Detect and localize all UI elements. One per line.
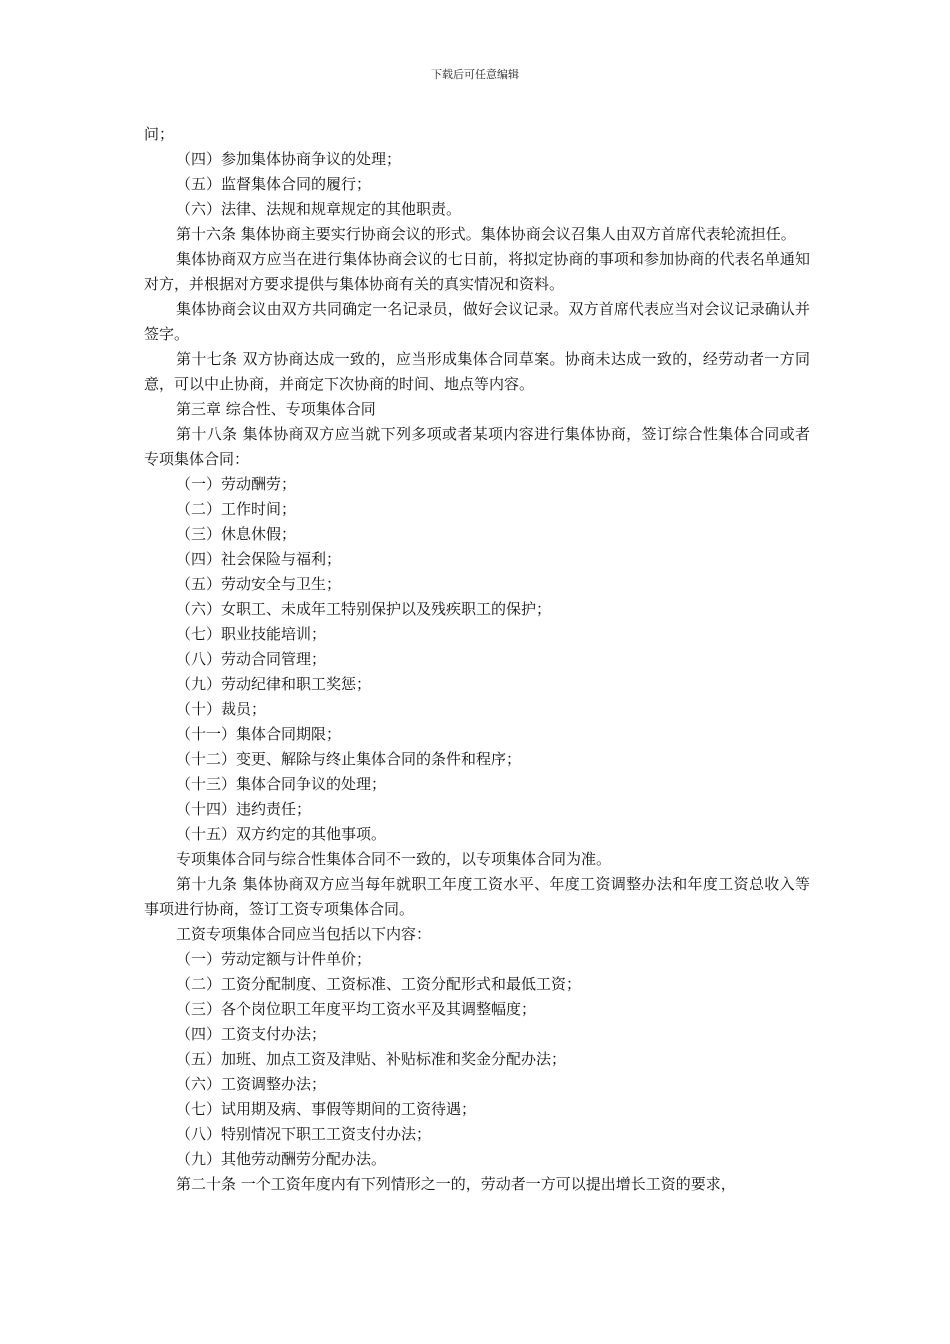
paragraph: 集体协商会议由双方共同确定一名记录员，做好会议记录。双方首席代表应当对会议记录确认并签字。: [144, 300, 810, 343]
paragraph: 第二十条 一个工资年度内有下列情形之一的，劳动者一方可以提出增长工资的要求，: [176, 1175, 736, 1193]
list-item: （六）法律、法规和规章规定的其他职责。: [176, 200, 462, 218]
paragraph: 专项集体合同与综合性集体合同不一致的，以专项集体合同为准。: [176, 850, 612, 868]
list-item: （三）休息休假；: [176, 525, 297, 543]
paragraph: 问；: [144, 125, 175, 143]
list-item: （五）劳动安全与卫生；: [176, 575, 342, 593]
list-item: （九）其他劳动酬劳分配办法。: [176, 1150, 387, 1168]
list-item: （四）社会保险与福利；: [176, 550, 342, 568]
list-item: （十四）违约责任；: [176, 800, 312, 818]
list-item: （一）劳动定额与计件单价；: [176, 950, 372, 968]
list-item: （七）试用期及病、事假等期间的工资待遇；: [176, 1100, 477, 1118]
list-item: （十）裁员；: [176, 700, 267, 718]
list-item: （二）工资分配制度、工资标准、工资分配形式和最低工资；: [176, 975, 582, 993]
list-item: （五）监督集体合同的履行；: [176, 175, 372, 193]
list-item: （九）劳动纪律和职工奖惩；: [176, 675, 372, 693]
list-item: （八）特别情况下职工工资支付办法；: [176, 1125, 432, 1143]
paragraph: 集体协商双方应当在进行集体协商会议的七日前，将拟定协商的事项和参加协商的代表名单通知对方，并根据对方要求提供与集体协商有关的真实情况和资料。: [144, 250, 810, 293]
list-item: （八）劳动合同管理；: [176, 650, 327, 668]
document-body: [144, 122, 810, 1197]
list-item: （二）工作时间；: [176, 500, 297, 518]
list-item: （三）各个岗位职工年度平均工资水平及其调整幅度；: [176, 1000, 537, 1018]
list-item: （六）工资调整办法；: [176, 1075, 327, 1093]
paragraph: 第十七条 双方协商达成一致的，应当形成集体合同草案。协商未达成一致的，经劳动者一方同意，可以中止协商，并商定下次协商的时间、地点等内容。: [144, 350, 810, 393]
list-item: （四）参加集体协商争议的处理；: [176, 150, 402, 168]
list-item: （十一）集体合同期限；: [176, 725, 342, 743]
list-item: （六）女职工、未成年工特别保护以及残疾职工的保护；: [176, 600, 552, 618]
list-item: （五）加班、加点工资及津贴、补贴标准和奖金分配办法；: [176, 1050, 567, 1068]
paragraph: 第十八条 集体协商双方应当就下列多项或者某项内容进行集体协商，签订综合性集体合同或者专项集体合同：: [144, 425, 810, 468]
list-item: （七）职业技能培训；: [176, 625, 327, 643]
list-item: （十五）双方约定的其他事项。: [176, 825, 387, 843]
paragraph: 第三章 综合性、专项集体合同: [176, 400, 376, 418]
paragraph: 第十九条 集体协商双方应当每年就职工年度工资水平、年度工资调整办法和年度工资总收入等事项进行协商，签订工资专项集体合同。: [144, 875, 810, 918]
list-item: （十二）变更、解除与终止集体合同的条件和程序；: [176, 750, 522, 768]
list-item: （四）工资支付办法；: [176, 1025, 327, 1043]
list-item: （一）劳动酬劳；: [176, 475, 297, 493]
paragraph: 工资专项集体合同应当包括以下内容：: [176, 925, 432, 943]
list-item: （十三）集体合同争议的处理；: [176, 775, 387, 793]
paragraph: 第十六条 集体协商主要实行协商会议的形式。集体协商会议召集人由双方首席代表轮流担任。: [176, 225, 796, 243]
page-header: 下载后可任意编辑: [431, 68, 519, 81]
